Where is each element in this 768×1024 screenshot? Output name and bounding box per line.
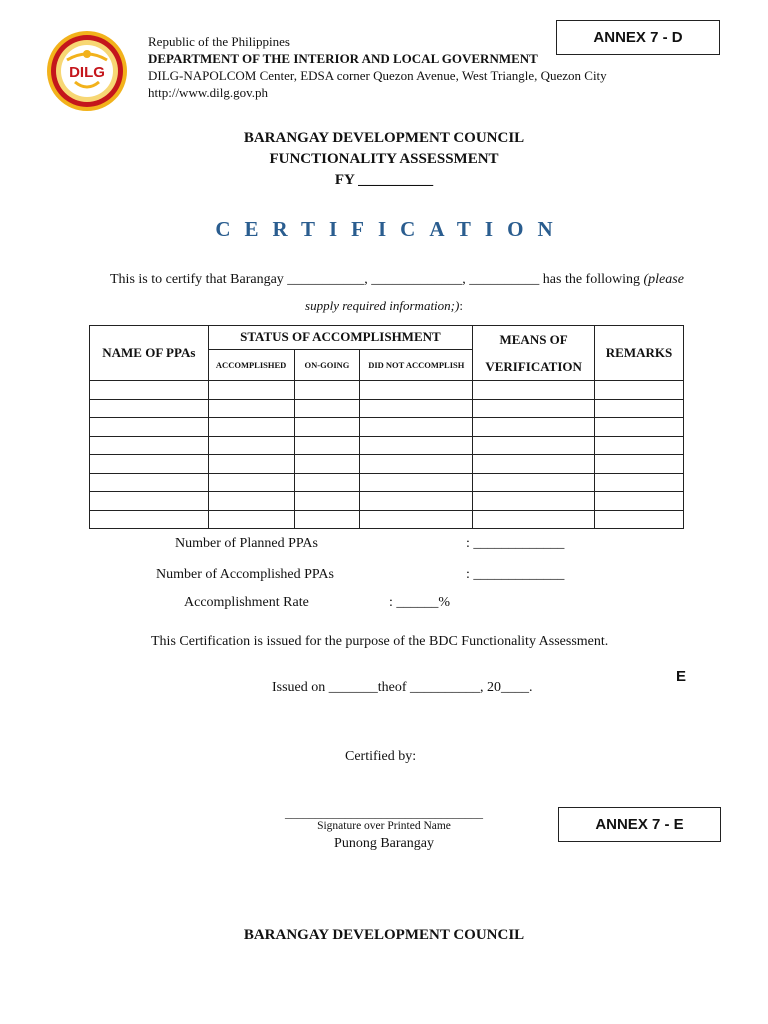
signature-line[interactable]: _________________________________ xyxy=(285,806,483,820)
purpose-statement: This Certification is issued for the purpose of the BDC Functionality Assessment. xyxy=(151,634,609,649)
table-cell[interactable] xyxy=(473,436,595,455)
table-cell[interactable] xyxy=(208,455,294,474)
table-cell[interactable] xyxy=(294,510,360,529)
table-row xyxy=(90,510,684,529)
table-cell[interactable] xyxy=(360,436,473,455)
table-cell[interactable] xyxy=(595,455,684,474)
ppa-table xyxy=(89,325,684,529)
table-cell[interactable] xyxy=(595,436,684,455)
issued-on-line[interactable]: Issued on _______theof __________, 20____. xyxy=(272,680,533,695)
annex-7e-box: ANNEX 7 - E xyxy=(558,807,721,842)
accomplished-ppas-value[interactable]: : _____________ xyxy=(466,567,565,582)
certified-by-label: Certified by: xyxy=(345,749,417,764)
table-cell[interactable] xyxy=(208,418,294,437)
table-cell[interactable] xyxy=(595,381,684,400)
table-cell[interactable] xyxy=(208,510,294,529)
table-cell[interactable] xyxy=(595,473,684,492)
table-cell[interactable] xyxy=(90,510,209,529)
logo-text: DILG xyxy=(69,64,105,81)
table-cell[interactable] xyxy=(90,436,209,455)
table-cell[interactable] xyxy=(90,418,209,437)
table-cell[interactable] xyxy=(360,399,473,418)
intro-line2-italic: supply required information;) xyxy=(305,298,460,313)
header-means-of-verification: MEANS OF VERIFICATION xyxy=(473,326,595,381)
table-cell[interactable] xyxy=(473,381,595,400)
table-cell[interactable] xyxy=(360,473,473,492)
title-bdc: BARANGAY DEVELOPMENT COUNCIL xyxy=(243,130,525,146)
intro-text: This is to certify that Barangay ___________, _____________, __________ has the following xyxy=(110,272,644,287)
title-fy: FY __________ xyxy=(334,172,434,188)
table-cell[interactable] xyxy=(208,492,294,511)
table-cell[interactable] xyxy=(473,455,595,474)
table-cell[interactable] xyxy=(473,492,595,511)
table-row xyxy=(90,492,684,511)
table-cell[interactable] xyxy=(208,436,294,455)
table-cell[interactable] xyxy=(208,473,294,492)
table-cell[interactable] xyxy=(360,492,473,511)
table-row xyxy=(90,436,684,455)
intro-line-2 xyxy=(0,298,768,314)
table-cell[interactable] xyxy=(595,418,684,437)
signature-caption: Signature over Printed Name xyxy=(317,820,451,832)
dilg-logo xyxy=(45,30,129,112)
table-row xyxy=(90,399,684,418)
table-cell[interactable] xyxy=(360,418,473,437)
header-did-not-accomplish: DID NOT ACCOMPLISH xyxy=(360,349,473,380)
table-cell[interactable] xyxy=(294,492,360,511)
table-cell[interactable] xyxy=(473,473,595,492)
table-cell[interactable] xyxy=(294,436,360,455)
table-row xyxy=(90,473,684,492)
title-functionality: FUNCTIONALITY ASSESSMENT xyxy=(269,151,499,167)
intro-italic: (please xyxy=(643,272,684,287)
annex-7d-box: ANNEX 7 - D xyxy=(556,20,720,55)
header-department: DEPARTMENT OF THE INTERIOR AND LOCAL GOVERNMENT xyxy=(148,51,538,66)
ppa-table-body xyxy=(90,381,684,529)
table-cell[interactable] xyxy=(90,399,209,418)
table-cell[interactable] xyxy=(360,510,473,529)
table-cell[interactable] xyxy=(595,399,684,418)
header-remarks: REMARKS xyxy=(595,326,684,381)
planned-ppas-value[interactable]: : _____________ xyxy=(466,536,565,551)
table-cell[interactable] xyxy=(360,455,473,474)
header-status-of-accomplishment: STATUS OF ACCOMPLISHMENT xyxy=(208,326,473,350)
header-address: DILG-NAPOLCOM Center, EDSA corner Quezon Avenue, West Triangle, Quezon City xyxy=(148,68,607,83)
table-cell[interactable] xyxy=(294,455,360,474)
header-republic: Republic of the Philippines xyxy=(148,34,290,49)
table-cell[interactable] xyxy=(294,381,360,400)
intro-line-1 xyxy=(110,272,684,288)
planned-ppas-label: Number of Planned PPAs xyxy=(175,536,318,551)
table-cell[interactable] xyxy=(294,473,360,492)
table-cell[interactable] xyxy=(208,399,294,418)
table-cell[interactable] xyxy=(90,473,209,492)
table-cell[interactable] xyxy=(595,492,684,511)
table-row xyxy=(90,418,684,437)
intro-line2-colon: : xyxy=(459,298,463,313)
table-cell[interactable] xyxy=(473,510,595,529)
table-cell[interactable] xyxy=(360,381,473,400)
header-accomplished: ACCOMPLISHED xyxy=(208,349,294,380)
table-cell[interactable] xyxy=(473,418,595,437)
stray-letter: E xyxy=(676,668,687,685)
accomplishment-rate-value[interactable]: : ______% xyxy=(389,595,451,610)
table-cell[interactable] xyxy=(208,381,294,400)
table-cell[interactable] xyxy=(473,399,595,418)
table-cell[interactable] xyxy=(294,418,360,437)
table-row xyxy=(90,455,684,474)
header-name-of-ppas: NAME OF PPAs xyxy=(90,326,209,381)
table-row xyxy=(90,381,684,400)
header-website: http://www.dilg.gov.ph xyxy=(148,85,269,100)
certification-heading: CERTIFICATION xyxy=(215,217,567,241)
table-cell[interactable] xyxy=(90,381,209,400)
accomplishment-rate-label: Accomplishment Rate xyxy=(184,595,309,610)
signature-position: Punong Barangay xyxy=(334,836,434,851)
accomplished-ppas-label: Number of Accomplished PPAs xyxy=(156,567,334,582)
table-cell[interactable] xyxy=(294,399,360,418)
table-cell[interactable] xyxy=(90,492,209,511)
table-cell[interactable] xyxy=(595,510,684,529)
header-on-going: ON-GOING xyxy=(294,349,360,380)
footer-bdc-title: BARANGAY DEVELOPMENT COUNCIL xyxy=(243,927,525,943)
table-cell[interactable] xyxy=(90,455,209,474)
